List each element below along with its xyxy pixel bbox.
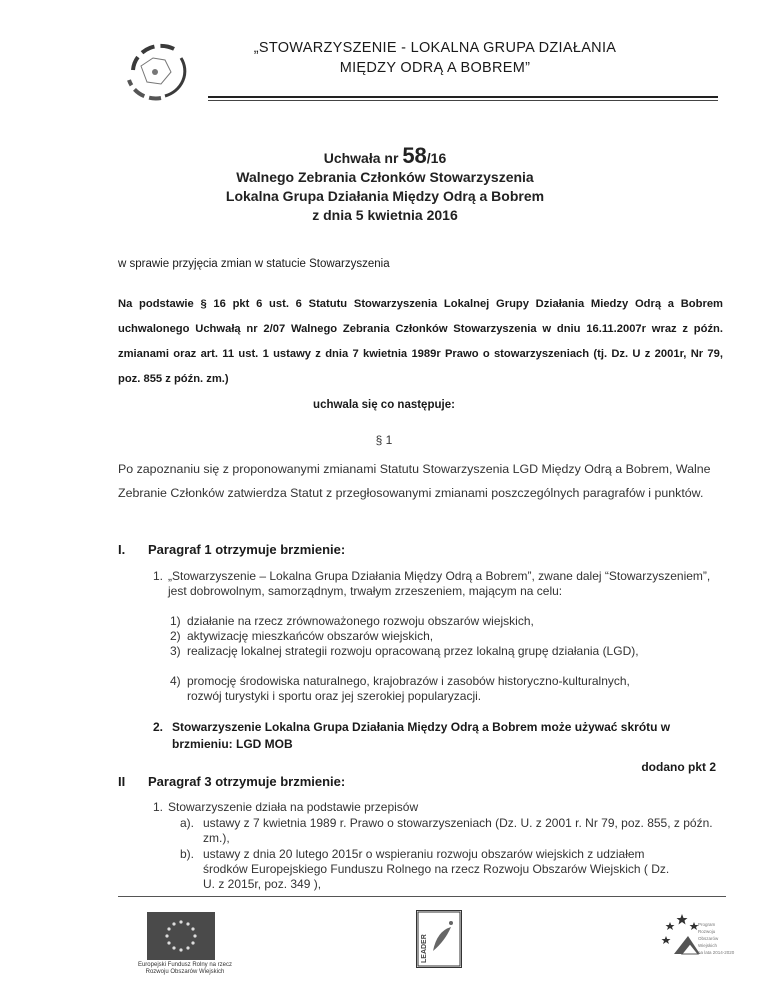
amendment-note: dodano pkt 2	[641, 760, 716, 774]
part2-item1-num: 1.	[153, 800, 164, 814]
resolution-body-line: Walnego Zebrania Członków Stowarzyszenia	[236, 169, 534, 185]
resolution-number: 58	[402, 143, 427, 168]
part1-subitem-num: 3)	[170, 644, 181, 658]
prow-caption-line3: Obszarów	[698, 936, 719, 941]
part1-subitem-text: działanie na rzecz zrównoważonego rozwoju obszarów wiejskich,	[187, 614, 534, 628]
part2-subitem-num: b).	[180, 847, 195, 861]
resolution-org-line: Lokalna Grupa Działania Między Odrą a Bobrem	[225, 188, 545, 204]
part2-title: Paragraf 3 otrzymuje brzmienie:	[148, 774, 346, 789]
leader-logo-icon	[416, 910, 462, 968]
prow-caption-line2: Rozwoju	[698, 929, 716, 934]
resolution-prefix: Uchwała nr	[323, 150, 399, 166]
section1-text: Po zapoznaniu się z proponowanymi zmianami Statutu Stowarzyszenia LGD Między Odrą a Bobrem, Walne Zebranie Członków zatwierdza Statut z przegłosowanymi zmianami poszczególnych paragrafów i punktów.	[118, 462, 711, 500]
eu-fund-caption	[115, 962, 255, 976]
section-sign: § 1	[375, 433, 393, 447]
organization-title-line1: „STOWARZYSZENIE - LOKALNA GRUPA DZIAŁANIA	[253, 40, 617, 56]
part1-subitem-text: promocję środowiska naturalnego, krajobrazów i zasobów historyczno-kulturalnych, rozwój turystyki i sportu oraz jej szerokiej popularyzacji.	[187, 674, 630, 703]
resolution-number-line	[150, 143, 620, 168]
part1-item1-text: „Stowarzyszenie – Lokalna Grupa Działania Między Odrą a Bobrem”, zwane dalej “Stowarzyszeniem”, jest dobrowolnym, samorządnym, trwałym zrzeszeniem, mającym na celu:	[168, 569, 711, 598]
leader-label: LEADER	[421, 934, 428, 963]
eu-fund-caption-line1: Europejski Fundusz Rolny na rzecz	[137, 962, 233, 968]
organization-title-line2: MIĘDZY ODRĄ A BOBREM”	[339, 60, 531, 76]
prow-caption-line5: na lata 2014-2020	[698, 950, 735, 955]
part1-title: Paragraf 1 otrzymuje brzmienie:	[148, 542, 346, 557]
part1-subitem-text: aktywizację mieszkańców obszarów wiejskich,	[187, 629, 434, 643]
part2-subitem-text: ustawy z 7 kwietnia 1989 r. Prawo o stowarzyszeniach (Dz. U. z 2001 r. Nr 79, poz. 855, z późn. zm.),	[203, 816, 713, 845]
header-divider	[208, 96, 718, 98]
part1-subitem-num: 4)	[170, 674, 181, 688]
resolution-heading	[150, 143, 620, 225]
part1-subitem-text: realizację lokalnej strategii rozwoju opracowaną przez lokalną grupę działania (LGD),	[187, 644, 639, 658]
resolves-statement: uchwala się co następuje:	[313, 399, 455, 411]
part2-roman: II	[118, 774, 126, 789]
legal-basis: Na podstawie § 16 pkt 6 ust. 6 Statutu Stowarzyszenia Lokalnej Grupy Działania Miedzy Odrą a Bobrem uchwalonego Uchwałą nr 2/07 Walnego Zebrania Członków Stowarzyszenia w dniu 16.11.2007r wraz z późn. zmianami oraz art. 11 ust. 1 ustawy z dnia 7 kwietnia 1989r Prawo o stowarzyszeniach (tj. Dz. U z 2001r, Nr 79, poz. 855 z późn. zm.)	[118, 298, 723, 385]
lgd-mob-logo-icon	[105, 30, 201, 110]
eu-fund-caption-line2: Rozwoju Obszarów Wiejskich	[145, 969, 225, 975]
resolution-subject: w sprawie przyjęcia zmian w statucie Stowarzyszenia	[118, 258, 390, 270]
part1-roman: I.	[118, 542, 126, 557]
part2-subitem-text: ustawy z dnia 20 lutego 2015r o wspieraniu rozwoju obszarów wiejskich z udziałem środków Europejskiego Funduszu Rolnego na rzecz Rozwoju Obszarów Wiejskich ( Dz. U. z 2015r, poz. 349 ),	[203, 847, 670, 891]
resolution-suffix: /16	[426, 150, 447, 166]
eu-flag-icon	[147, 912, 215, 960]
resolution-date: z dnia 5 kwietnia 2016	[312, 207, 458, 223]
part1-subitem-num: 2)	[170, 629, 181, 643]
footer-divider	[118, 896, 726, 897]
part1-subitem-num: 1)	[170, 614, 181, 628]
organization-title	[215, 38, 655, 78]
part1-item2-num: 2.	[153, 720, 164, 734]
prow-caption-line1: Program	[698, 922, 716, 927]
prow-caption-line4: Wiejskich	[698, 943, 718, 948]
part2-item1-text: Stowarzyszenie działa na podstawie przepisów	[168, 800, 419, 814]
part1-item2-text: Stowarzyszenie Lokalna Grupa Działania Między Odrą a Bobrem może używać skrótu w brzmieniu: LGD MOB	[172, 720, 671, 751]
prow-caption	[698, 921, 734, 956]
part2-subitem-num: a).	[180, 816, 195, 830]
part1-item1-num: 1.	[153, 569, 164, 583]
header-divider-thin	[208, 100, 718, 101]
